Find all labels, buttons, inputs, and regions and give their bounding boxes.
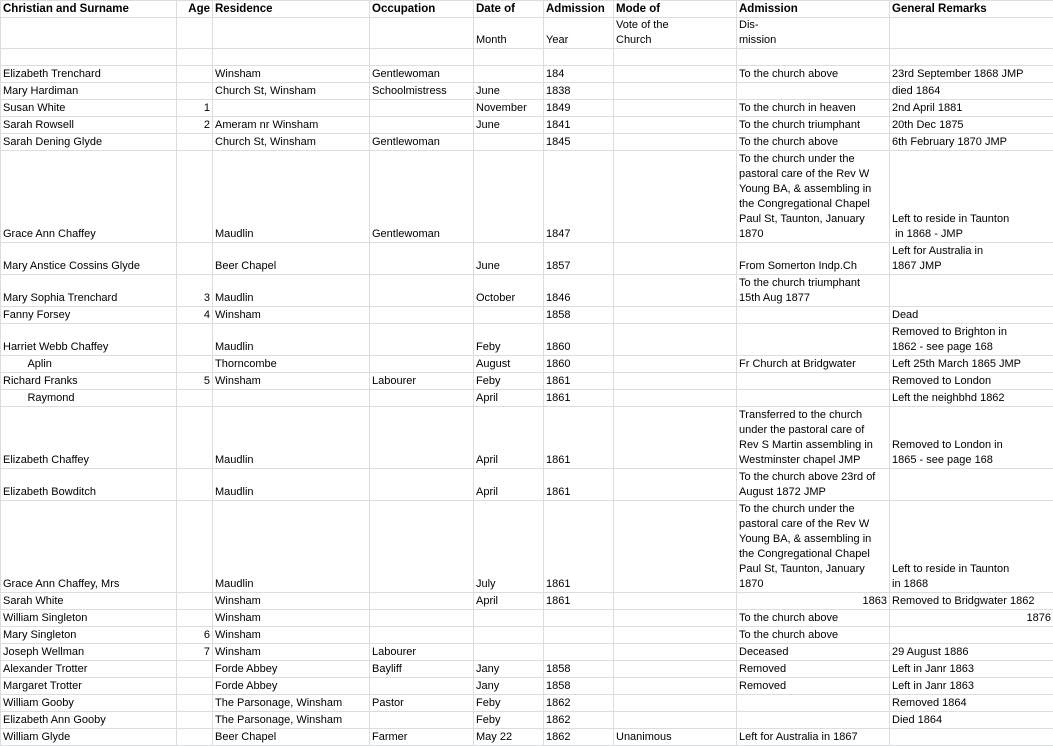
cell-vote[interactable]: [614, 661, 737, 678]
table-row: [1, 407, 1053, 469]
cell-month[interactable]: [474, 610, 544, 627]
table-row: [1, 275, 1053, 307]
cell-name[interactable]: Margaret Trotter: [1, 678, 177, 695]
cell-dismission[interactable]: To the church above: [737, 627, 890, 644]
cell-age[interactable]: [177, 66, 213, 83]
cell-age[interactable]: Age: [177, 1, 213, 18]
cell-remarks[interactable]: [890, 729, 1053, 746]
cell-age[interactable]: [177, 49, 213, 66]
cell-age[interactable]: 1: [177, 100, 213, 117]
cell-remarks[interactable]: [890, 275, 1053, 307]
cell-vote[interactable]: [614, 373, 737, 390]
table-row: [1, 678, 1053, 695]
cell-month[interactable]: Feby: [474, 373, 544, 390]
table-row: [1, 729, 1053, 746]
cell-year[interactable]: 1857: [544, 243, 614, 275]
cell-residence[interactable]: Residence: [213, 1, 370, 18]
table-row: [1, 593, 1053, 610]
cell-occupation[interactable]: Gentlewoman: [370, 151, 474, 243]
cell-remarks[interactable]: [890, 49, 1053, 66]
cell-remarks[interactable]: General Remarks: [890, 1, 1053, 18]
cell-age[interactable]: [177, 83, 213, 100]
cell-occupation[interactable]: Pastor: [370, 695, 474, 712]
cell-dismission[interactable]: Dis- mission: [737, 18, 890, 49]
cell-month[interactable]: Feby: [474, 695, 544, 712]
cell-vote[interactable]: [614, 407, 737, 469]
cell-remarks[interactable]: Removed to London: [890, 373, 1053, 390]
cell-occupation[interactable]: [370, 678, 474, 695]
cell-year[interactable]: [544, 644, 614, 661]
table-row: [1, 469, 1053, 501]
cell-occupation[interactable]: [370, 593, 474, 610]
cell-dismission[interactable]: Admission: [737, 1, 890, 18]
cell-name[interactable]: Aplin: [1, 356, 177, 373]
table-row: [1, 373, 1053, 390]
cell-month[interactable]: Date of: [474, 1, 544, 18]
cell-vote[interactable]: [614, 66, 737, 83]
cell-month[interactable]: [474, 151, 544, 243]
table-row: [1, 100, 1053, 117]
cell-name[interactable]: Joseph Wellman: [1, 644, 177, 661]
cell-name[interactable]: Alexander Trotter: [1, 661, 177, 678]
cell-vote[interactable]: [614, 678, 737, 695]
cell-dismission[interactable]: To the church under the pastoral care of the Rev W Young BA, & assembling in the Congregational Chapel Paul St, Taunton, January 1870: [737, 501, 890, 593]
cell-name[interactable]: Elizabeth Chaffey: [1, 407, 177, 469]
cell-name[interactable]: Susan White: [1, 100, 177, 117]
cell-occupation[interactable]: [370, 501, 474, 593]
cell-year[interactable]: 1861: [544, 390, 614, 407]
cell-vote[interactable]: [614, 83, 737, 100]
cell-vote[interactable]: [614, 100, 737, 117]
cell-occupation[interactable]: [370, 275, 474, 307]
cell-vote[interactable]: Vote of the Church: [614, 18, 737, 49]
cell-year[interactable]: 1860: [544, 324, 614, 356]
cell-occupation[interactable]: [370, 356, 474, 373]
cell-year[interactable]: 1858: [544, 661, 614, 678]
cell-year[interactable]: 1861: [544, 373, 614, 390]
cell-residence[interactable]: Church St, Winsham: [213, 83, 370, 100]
cell-year[interactable]: 1862: [544, 695, 614, 712]
cell-name[interactable]: Sarah Dening Glyde: [1, 134, 177, 151]
cell-month[interactable]: [474, 66, 544, 83]
cell-year[interactable]: 1841: [544, 117, 614, 134]
cell-age[interactable]: [177, 610, 213, 627]
cell-age[interactable]: [177, 469, 213, 501]
cell-vote[interactable]: [614, 469, 737, 501]
cell-vote[interactable]: [614, 151, 737, 243]
cell-residence[interactable]: Winsham: [213, 373, 370, 390]
cell-month[interactable]: June: [474, 83, 544, 100]
cell-year[interactable]: 1860: [544, 356, 614, 373]
cell-age[interactable]: [177, 18, 213, 49]
cell-month[interactable]: October: [474, 275, 544, 307]
cell-vote[interactable]: [614, 49, 737, 66]
cell-residence[interactable]: [213, 49, 370, 66]
cell-occupation[interactable]: Gentlewoman: [370, 134, 474, 151]
cell-dismission[interactable]: To the church above: [737, 66, 890, 83]
cell-year[interactable]: 1861: [544, 501, 614, 593]
cell-age[interactable]: [177, 729, 213, 746]
cell-year[interactable]: Year: [544, 18, 614, 49]
cell-remarks[interactable]: Left to reside in Taunton in 1868: [890, 501, 1053, 593]
table-row: [1, 644, 1053, 661]
cell-residence[interactable]: Beer Chapel: [213, 729, 370, 746]
cell-residence[interactable]: Maudlin: [213, 469, 370, 501]
cell-residence[interactable]: The Parsonage, Winsham: [213, 695, 370, 712]
cell-residence[interactable]: Forde Abbey: [213, 678, 370, 695]
cell-remarks[interactable]: Dead: [890, 307, 1053, 324]
header-row: [1, 1, 1053, 18]
table-row: [1, 610, 1053, 627]
header-spacer-row: [1, 49, 1053, 66]
cell-month[interactable]: June: [474, 243, 544, 275]
cell-residence[interactable]: [213, 390, 370, 407]
cell-month[interactable]: November: [474, 100, 544, 117]
cell-name[interactable]: Harriet Webb Chaffey: [1, 324, 177, 356]
cell-vote[interactable]: [614, 501, 737, 593]
cell-name[interactable]: Richard Franks: [1, 373, 177, 390]
cell-residence[interactable]: Winsham: [213, 593, 370, 610]
cell-remarks[interactable]: 1876: [890, 610, 1053, 627]
cell-dismission[interactable]: To the church above 23rd of August 1872 JMP: [737, 469, 890, 501]
table-row: [1, 66, 1053, 83]
cell-remarks[interactable]: [890, 469, 1053, 501]
cell-year[interactable]: 1858: [544, 678, 614, 695]
cell-year[interactable]: 1845: [544, 134, 614, 151]
cell-vote[interactable]: [614, 390, 737, 407]
cell-occupation[interactable]: [370, 100, 474, 117]
cell-month[interactable]: April: [474, 390, 544, 407]
cell-dismission[interactable]: Removed: [737, 661, 890, 678]
cell-occupation[interactable]: Bayliff: [370, 661, 474, 678]
cell-dismission[interactable]: Transferred to the church under the pastoral care of Rev S Martin assembling in Westminster chapel JMP: [737, 407, 890, 469]
cell-dismission[interactable]: [737, 49, 890, 66]
cell-vote[interactable]: [614, 356, 737, 373]
cell-name[interactable]: Mary Singleton: [1, 627, 177, 644]
cell-month[interactable]: April: [474, 469, 544, 501]
cell-remarks[interactable]: 23rd September 1868 JMP: [890, 66, 1053, 83]
cell-month[interactable]: [474, 134, 544, 151]
cell-month[interactable]: Feby: [474, 324, 544, 356]
cell-residence[interactable]: Church St, Winsham: [213, 134, 370, 151]
cell-vote[interactable]: [614, 593, 737, 610]
cell-remarks[interactable]: Left 25th March 1865 JMP: [890, 356, 1053, 373]
cell-month[interactable]: April: [474, 407, 544, 469]
cell-remarks[interactable]: Left in Janr 1863: [890, 661, 1053, 678]
cell-year[interactable]: Admission: [544, 1, 614, 18]
cell-remarks[interactable]: died 1864: [890, 83, 1053, 100]
cell-remarks[interactable]: 29 August 1886: [890, 644, 1053, 661]
table-row: [1, 390, 1053, 407]
cell-remarks[interactable]: Removed 1864: [890, 695, 1053, 712]
cell-vote[interactable]: [614, 695, 737, 712]
cell-year[interactable]: 1862: [544, 712, 614, 729]
cell-name[interactable]: Elizabeth Ann Gooby: [1, 712, 177, 729]
cell-vote[interactable]: [614, 117, 737, 134]
cell-age[interactable]: [177, 712, 213, 729]
cell-occupation[interactable]: [370, 712, 474, 729]
cell-name[interactable]: William Singleton: [1, 610, 177, 627]
cell-remarks[interactable]: Removed to Brighton in 1862 - see page 168: [890, 324, 1053, 356]
cell-vote[interactable]: [614, 644, 737, 661]
cell-occupation[interactable]: [370, 469, 474, 501]
table-row: [1, 134, 1053, 151]
cell-month[interactable]: July: [474, 501, 544, 593]
cell-dismission[interactable]: [737, 83, 890, 100]
cell-occupation[interactable]: Occupation: [370, 1, 474, 18]
cell-vote[interactable]: [614, 712, 737, 729]
table-row: [1, 117, 1053, 134]
cell-remarks[interactable]: 6th February 1870 JMP: [890, 134, 1053, 151]
cell-dismission[interactable]: Deceased: [737, 644, 890, 661]
cell-year[interactable]: [544, 610, 614, 627]
cell-remarks[interactable]: Left to reside in Taunton in 1868 - JMP: [890, 151, 1053, 243]
cell-year[interactable]: 1861: [544, 469, 614, 501]
cell-dismission[interactable]: [737, 712, 890, 729]
cell-name[interactable]: William Gooby: [1, 695, 177, 712]
table-row: [1, 324, 1053, 356]
table-row: [1, 307, 1053, 324]
cell-name[interactable]: William Glyde: [1, 729, 177, 746]
table-row: [1, 243, 1053, 275]
cell-occupation[interactable]: [370, 324, 474, 356]
cell-name[interactable]: Fanny Forsey: [1, 307, 177, 324]
cell-residence[interactable]: Forde Abbey: [213, 661, 370, 678]
cell-year[interactable]: 1861: [544, 407, 614, 469]
cell-occupation[interactable]: [370, 243, 474, 275]
cell-month[interactable]: August: [474, 356, 544, 373]
cell-vote[interactable]: Unanimous: [614, 729, 737, 746]
cell-occupation[interactable]: [370, 307, 474, 324]
cell-occupation[interactable]: [370, 49, 474, 66]
cell-occupation[interactable]: [370, 390, 474, 407]
cell-vote[interactable]: [614, 627, 737, 644]
cell-year[interactable]: 1861: [544, 593, 614, 610]
cell-residence[interactable]: Maudlin: [213, 407, 370, 469]
cell-residence[interactable]: Winsham: [213, 307, 370, 324]
header-subrow: [1, 18, 1053, 49]
cell-remarks[interactable]: [890, 627, 1053, 644]
table-row: [1, 712, 1053, 729]
cell-dismission[interactable]: [737, 373, 890, 390]
cell-age[interactable]: 3: [177, 275, 213, 307]
cell-vote[interactable]: [614, 275, 737, 307]
table-row: [1, 356, 1053, 373]
cell-age[interactable]: [177, 243, 213, 275]
cell-occupation[interactable]: [370, 407, 474, 469]
cell-remarks[interactable]: Left the neighbhd 1862: [890, 390, 1053, 407]
cell-dismission[interactable]: To the church under the pastoral care of the Rev W Young BA, & assembling in the Congregational Chapel Paul St, Taunton, January 1870: [737, 151, 890, 243]
cell-age[interactable]: [177, 695, 213, 712]
cell-dismission[interactable]: Left for Australia in 1867: [737, 729, 890, 746]
cell-age[interactable]: [177, 151, 213, 243]
cell-dismission[interactable]: To the church above: [737, 134, 890, 151]
cell-residence[interactable]: Maudlin: [213, 324, 370, 356]
table-row: [1, 151, 1053, 243]
cell-remarks[interactable]: Removed to Bridgwater 1862: [890, 593, 1053, 610]
cell-name[interactable]: Sarah White: [1, 593, 177, 610]
cell-occupation[interactable]: Gentlewoman: [370, 66, 474, 83]
cell-name[interactable]: Mary Anstice Cossins Glyde: [1, 243, 177, 275]
table-row: [1, 661, 1053, 678]
cell-name[interactable]: Mary Sophia Trenchard: [1, 275, 177, 307]
cell-age[interactable]: [177, 661, 213, 678]
cell-age[interactable]: 5: [177, 373, 213, 390]
cell-remarks[interactable]: 20th Dec 1875: [890, 117, 1053, 134]
cell-residence[interactable]: Winsham: [213, 644, 370, 661]
table-row: [1, 83, 1053, 100]
cell-occupation[interactable]: Schoolmistress: [370, 83, 474, 100]
cell-residence[interactable]: Ameram nr Winsham: [213, 117, 370, 134]
cell-year[interactable]: 1858: [544, 307, 614, 324]
cell-residence[interactable]: Thorncombe: [213, 356, 370, 373]
cell-name[interactable]: Elizabeth Trenchard: [1, 66, 177, 83]
cell-occupation[interactable]: [370, 627, 474, 644]
cell-occupation[interactable]: Labourer: [370, 644, 474, 661]
cell-year[interactable]: 1862: [544, 729, 614, 746]
table-row: [1, 627, 1053, 644]
cell-dismission[interactable]: To the church in heaven: [737, 100, 890, 117]
cell-age[interactable]: [177, 356, 213, 373]
cell-remarks[interactable]: [890, 18, 1053, 49]
cell-month[interactable]: Month: [474, 18, 544, 49]
cell-occupation[interactable]: [370, 610, 474, 627]
cell-age[interactable]: [177, 324, 213, 356]
cell-year[interactable]: [544, 49, 614, 66]
cell-remarks[interactable]: Left in Janr 1863: [890, 678, 1053, 695]
cell-year[interactable]: 1849: [544, 100, 614, 117]
cell-occupation[interactable]: Labourer: [370, 373, 474, 390]
cell-name[interactable]: Elizabeth Bowditch: [1, 469, 177, 501]
cell-month[interactable]: [474, 644, 544, 661]
cell-residence[interactable]: Maudlin: [213, 275, 370, 307]
table-row: [1, 695, 1053, 712]
cell-residence[interactable]: Maudlin: [213, 151, 370, 243]
cell-year[interactable]: 1846: [544, 275, 614, 307]
cell-residence[interactable]: Winsham: [213, 627, 370, 644]
cell-year[interactable]: 1838: [544, 83, 614, 100]
cell-month[interactable]: [474, 307, 544, 324]
cell-dismission[interactable]: [737, 307, 890, 324]
cell-residence[interactable]: [213, 18, 370, 49]
cell-age[interactable]: [177, 678, 213, 695]
cell-age[interactable]: [177, 390, 213, 407]
cell-month[interactable]: [474, 49, 544, 66]
cell-year[interactable]: 1847: [544, 151, 614, 243]
cell-vote[interactable]: [614, 134, 737, 151]
cell-year[interactable]: [544, 627, 614, 644]
cell-dismission[interactable]: From Somerton Indp.Ch: [737, 243, 890, 275]
cell-month[interactable]: [474, 627, 544, 644]
cell-dismission[interactable]: [737, 390, 890, 407]
cell-dismission[interactable]: [737, 695, 890, 712]
cell-dismission[interactable]: [737, 324, 890, 356]
cell-name[interactable]: Mary Hardiman: [1, 83, 177, 100]
cell-year[interactable]: 184: [544, 66, 614, 83]
cell-age[interactable]: [177, 593, 213, 610]
cell-residence[interactable]: [213, 100, 370, 117]
cell-remarks[interactable]: Removed to London in 1865 - see page 168: [890, 407, 1053, 469]
cell-age[interactable]: [177, 501, 213, 593]
cell-age[interactable]: [177, 134, 213, 151]
cell-dismission[interactable]: Removed: [737, 678, 890, 695]
cell-vote[interactable]: [614, 610, 737, 627]
cell-dismission[interactable]: 1863: [737, 593, 890, 610]
cell-vote[interactable]: [614, 243, 737, 275]
cell-name[interactable]: Christian and Surname: [1, 1, 177, 18]
cell-remarks[interactable]: Left for Australia in 1867 JMP: [890, 243, 1053, 275]
cell-name[interactable]: Grace Ann Chaffey, Mrs: [1, 501, 177, 593]
cell-name[interactable]: [1, 49, 177, 66]
cell-name[interactable]: Sarah Rowsell: [1, 117, 177, 134]
cell-name[interactable]: Raymond: [1, 390, 177, 407]
cell-age[interactable]: 6: [177, 627, 213, 644]
cell-month[interactable]: June: [474, 117, 544, 134]
cell-dismission[interactable]: To the church above: [737, 610, 890, 627]
cell-age[interactable]: 4: [177, 307, 213, 324]
cell-residence[interactable]: Beer Chapel: [213, 243, 370, 275]
cell-dismission[interactable]: Fr Church at Bridgwater: [737, 356, 890, 373]
cell-month[interactable]: April: [474, 593, 544, 610]
cell-vote[interactable]: [614, 307, 737, 324]
cell-age[interactable]: 2: [177, 117, 213, 134]
cell-month[interactable]: Jany: [474, 661, 544, 678]
cell-name[interactable]: [1, 18, 177, 49]
cell-residence[interactable]: Maudlin: [213, 501, 370, 593]
cell-occupation[interactable]: [370, 117, 474, 134]
cell-remarks[interactable]: 2nd April 1881: [890, 100, 1053, 117]
cell-vote[interactable]: Mode of: [614, 1, 737, 18]
cell-residence[interactable]: The Parsonage, Winsham: [213, 712, 370, 729]
cell-month[interactable]: May 22: [474, 729, 544, 746]
table-row: [1, 501, 1053, 593]
cell-age[interactable]: [177, 407, 213, 469]
cell-dismission[interactable]: To the church triumphant: [737, 117, 890, 134]
cell-dismission[interactable]: To the church triumphant 15th Aug 1877: [737, 275, 890, 307]
cell-occupation[interactable]: [370, 18, 474, 49]
cell-month[interactable]: Jany: [474, 678, 544, 695]
cell-age[interactable]: 7: [177, 644, 213, 661]
cell-occupation[interactable]: Farmer: [370, 729, 474, 746]
cell-month[interactable]: Feby: [474, 712, 544, 729]
cell-vote[interactable]: [614, 324, 737, 356]
cell-remarks[interactable]: Died 1864: [890, 712, 1053, 729]
cell-residence[interactable]: Winsham: [213, 66, 370, 83]
cell-residence[interactable]: Winsham: [213, 610, 370, 627]
cell-name[interactable]: Grace Ann Chaffey: [1, 151, 177, 243]
